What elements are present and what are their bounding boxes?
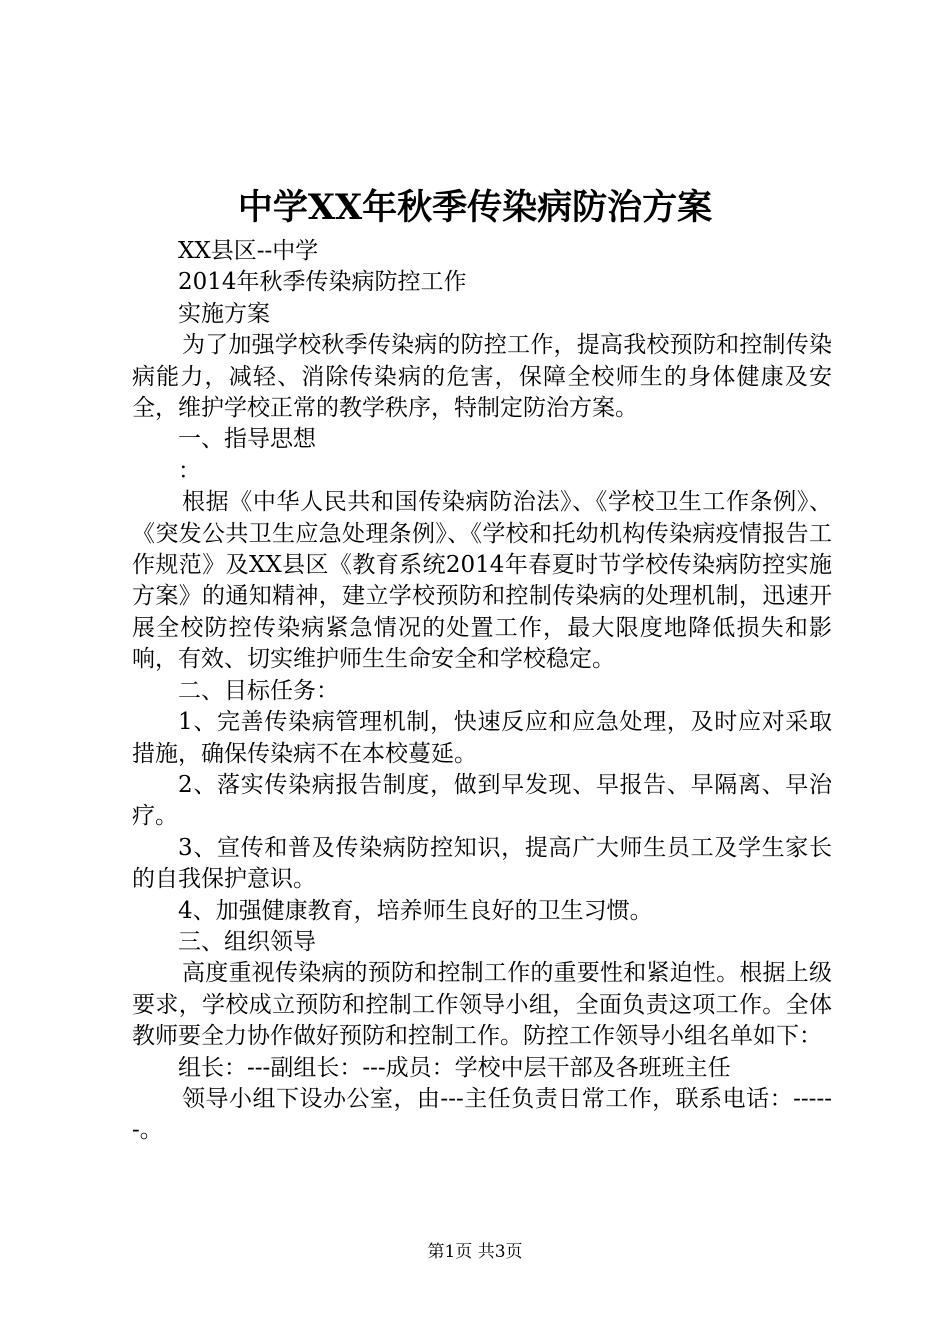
paragraph: 三、组织领导 bbox=[178, 928, 316, 955]
paragraph: 组长：---副组长：---成员：学校中层干部及各班班主任 bbox=[178, 1054, 731, 1081]
paragraph: 高度重视传染病的预防和控制工作的重要性和紧迫性。根据上级要求，学校成立预防和控制工作领导小组，全面负责这项工作。全体教师要全力协作做好预防和控制工作。防控工作领导小组名单如下： bbox=[132, 960, 832, 1050]
paragraph: 2、落实传染病报告制度，做到早发现、早报告、早隔离、早治疗。 bbox=[132, 771, 832, 830]
paragraph: 一、指导思想 bbox=[178, 426, 316, 453]
paragraph: 3、宣传和普及传染病防控知识，提高广大师生员工及学生家长的自我保护意识。 bbox=[132, 834, 832, 893]
paragraph: 领导小组下设办公室，由---主任负责日常工作，联系电话：------。 bbox=[132, 1085, 832, 1144]
document-body bbox=[132, 236, 832, 1147]
document-title: 中学XX年秋季传染病防治方案 bbox=[237, 187, 713, 228]
paragraph: XX县区--中学 bbox=[178, 238, 319, 264]
paragraph: 4、加强健康教育，培养师生良好的卫生习惯。 bbox=[178, 897, 653, 924]
paragraph: 2014年秋季传染病防控工作 bbox=[178, 269, 467, 296]
paragraph: 根据《中华人民共和国传染病防治法》、《学校卫生工作条例》、《突发公共卫生应急处理条例》、《学校和托幼机构传染病疫情报告工作规范》及XX县区《教育系统2014年春夏时节学校传染病防控实施方案》的通知精神，建立学校预防和控制传染病的处理机制，迅速开展全校防控传染病紧急情况的处置工作，最大限度地降低损失和影响，有效、切实维护师生生命安全和学校稳定。 bbox=[132, 489, 832, 673]
paragraph: ： bbox=[178, 457, 201, 484]
paragraph: 1、完善传染病管理机制，快速反应和应急处理，及时应对采取措施，确保传染病不在本校蔓延。 bbox=[132, 709, 832, 767]
page-footer: 第1页 共3页 bbox=[427, 1242, 523, 1262]
paragraph: 二、目标任务： bbox=[178, 677, 339, 704]
paragraph: 为了加强学校秋季传染病的防控工作，提高我校预防和控制传染病能力，减轻、消除传染病的危害，保障全校师生的身体健康及安全，维护学校正常的教学秩序，特制定防治方案。 bbox=[132, 332, 832, 422]
paragraph: 实施方案 bbox=[178, 300, 270, 327]
